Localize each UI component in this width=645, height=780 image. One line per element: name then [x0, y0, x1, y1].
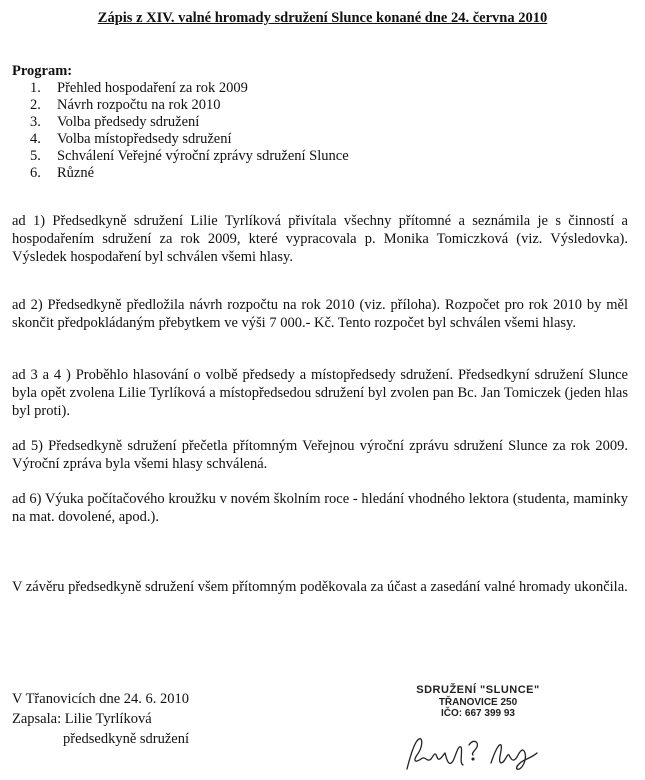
program-item — [30, 165, 349, 182]
program-item — [30, 80, 349, 97]
program-item-text: Schválení Veřejné výroční zprávy sdružení Slunce — [57, 148, 349, 164]
program-item-number: 4. — [30, 131, 41, 147]
handwritten-signature — [403, 733, 553, 775]
program-item-number: 2. — [30, 97, 41, 113]
program-item — [30, 148, 349, 165]
program-item — [30, 97, 349, 114]
stamp-address: TŘANOVICE 250 — [438, 697, 518, 708]
stamp-id-number: IČO: 667 399 93 — [441, 708, 515, 719]
place-and-date: V Třanovicích dne 24. 6. 2010 — [12, 691, 190, 707]
program-item-text: Různé — [57, 165, 95, 181]
document-title: Zápis z XIV. valné hromady sdružení Slunce konané dne 24. června 2010 — [97, 10, 548, 26]
program-item — [30, 114, 349, 131]
minutes-paragraph-ad6: ad 6) Výuka počítačového kroužku v novém školním roce - hledání vhodného lektora (studenta, maminky na mat. dovolené, apod.). — [12, 491, 628, 525]
program-item — [30, 131, 349, 148]
recorder-role: předsedkyně sdružení — [63, 731, 190, 747]
program-item-text: Návrh rozpočtu na rok 2010 — [57, 97, 221, 113]
program-heading: Program: — [12, 63, 73, 79]
recorder-name: Zapsala: Lilie Tyrlíková — [12, 711, 152, 727]
program-item-text: Volba předsedy sdružení — [57, 114, 200, 130]
minutes-paragraph-ad5: ad 5) Předsedkyně sdružení přečetla přítomným Veřejnou výroční zprávu sdružení Slunce za rok 2009. Výroční zpráva byla všemi hlasy schválená. — [12, 438, 628, 472]
closing-paragraph: V závěru předsedkyně sdružení všem přítomným poděkovala za účast a zasedání valné hromady ukončila. — [12, 579, 628, 595]
minutes-paragraph-ad2: ad 2) Předsedkyně předložila návrh rozpočtu na rok 2010 (viz. příloha). Rozpočet pro rok 2010 by měl skončit předpokládaným přebytkem ve výši 7 000.- Kč. Tento rozpočet byl schválen všemi hlasy. — [12, 297, 628, 331]
program-item-number: 1. — [30, 80, 41, 96]
minutes-paragraph-ad1: ad 1) Předsedkyně sdružení Lilie Tyrlíková přivítala všechny přítomné a seznámila je s činností a hospodařením sdružení za rok 2009, které vypracovala p. Monika Tomiczková (viz. Výsledovka). Výsledek hospodaření byl schválen všemi hlasy. — [12, 213, 628, 265]
program-item-text: Přehled hospodaření za rok 2009 — [57, 80, 248, 96]
organization-stamp — [398, 684, 558, 719]
program-item-number: 3. — [30, 114, 41, 130]
program-list — [30, 80, 349, 182]
stamp-organization-name: SDRUŽENÍ "SLUNCE" — [416, 684, 540, 696]
program-item-number: 6. — [30, 165, 41, 181]
program-item-number: 5. — [30, 148, 41, 164]
program-item-text: Volba místopředsedy sdružení — [57, 131, 232, 147]
minutes-paragraph-ad3-4: ad 3 a 4 ) Proběhlo hlasování o volbě předsedy a místopředsedy sdružení. Předsedkyní sdružení Slunce byla opět zvolena Lilie Tyrlíková a místopředsedou sdružení byl zvolen pan Bc. Jan Tomiczek (jeden hlas byl proti). — [12, 367, 628, 419]
